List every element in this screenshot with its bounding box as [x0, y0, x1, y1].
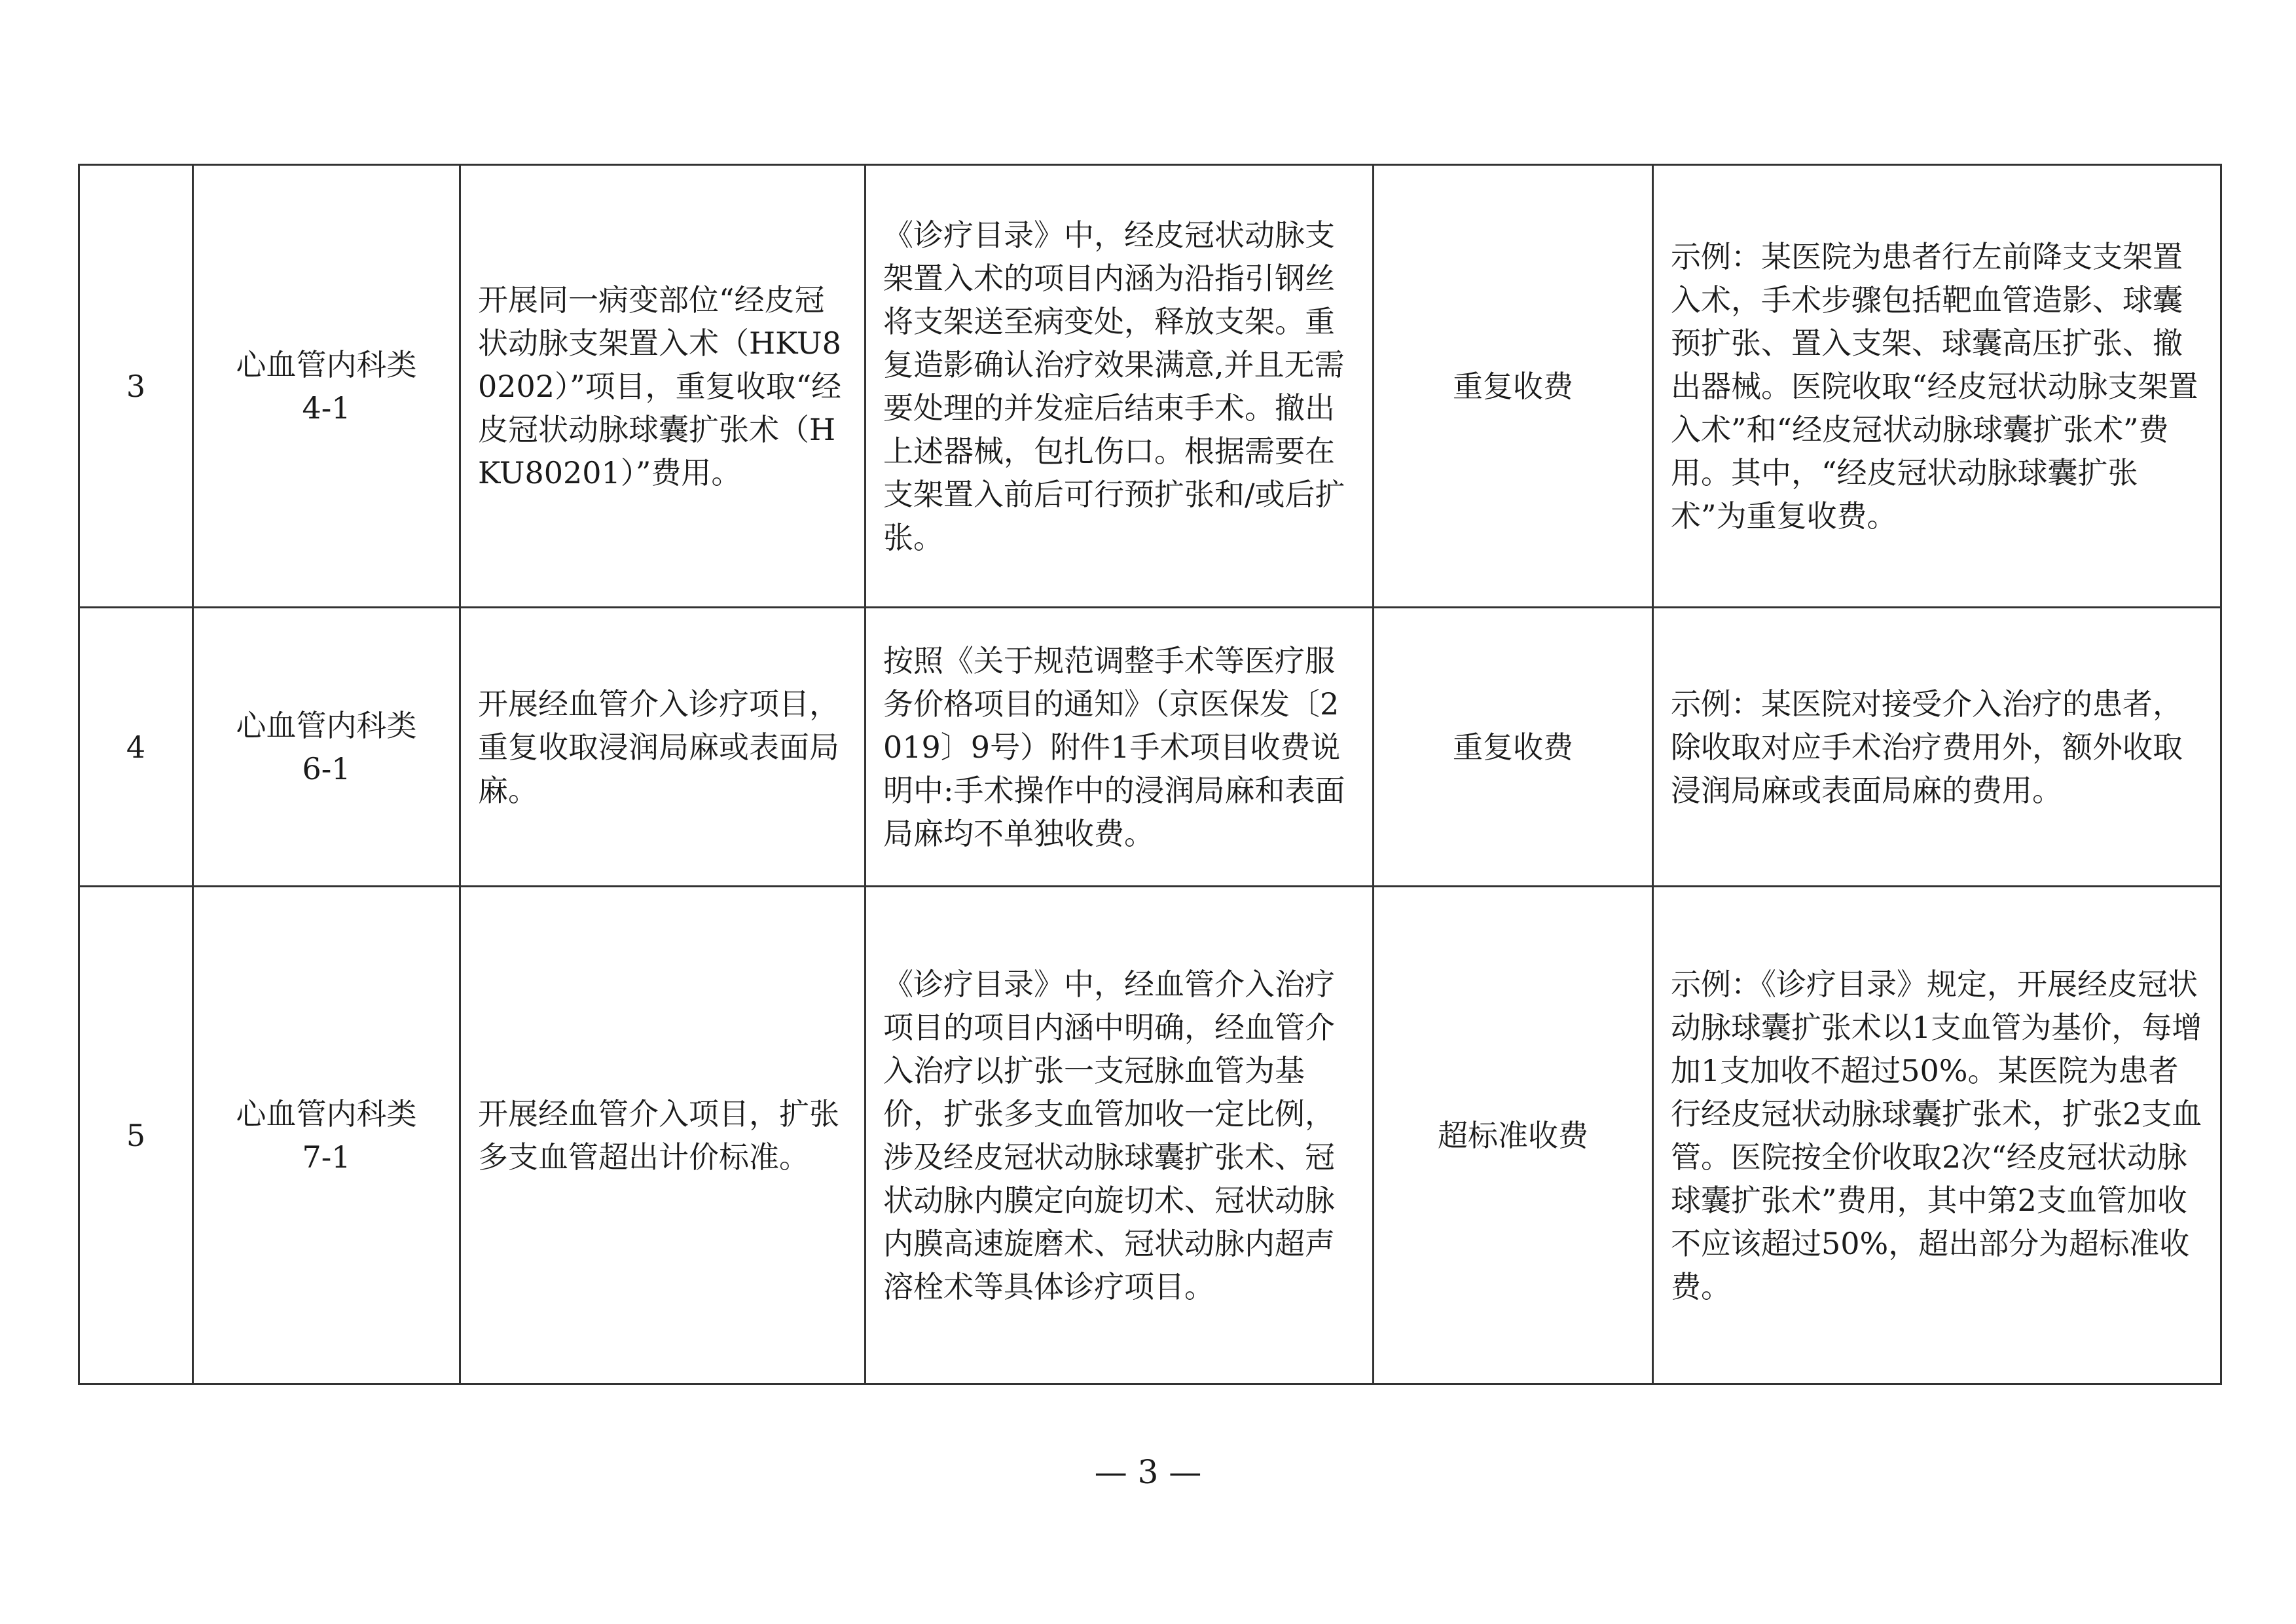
table-row	[79, 165, 2221, 608]
example-text: 示例：《诊疗目录》规定，开展经皮冠状动脉球囊扩张术以1支血管为基价，每增加1支加收不超过50%。某医院为患者行经皮冠状动脉球囊扩张术，扩张2支血管。医院按全价收取2次“经皮冠状动脉球囊扩张术”费用，其中第2支血管加收不应该超过50%，超出部分为超标准收费。	[1653, 887, 2221, 1384]
issue-description: 开展经血管介入项目，扩张多支血管超出计价标准。	[460, 887, 866, 1384]
category-code: 6-1	[302, 750, 351, 786]
issue-type: 超标准收费	[1374, 887, 1653, 1384]
table-row	[79, 887, 2221, 1384]
issue-type: 重复收费	[1374, 608, 1653, 887]
row-number: 3	[79, 165, 193, 608]
policy-basis: 《诊疗目录》中，经皮冠状动脉支架置入术的项目内涵为沿指引钢丝将支架送至病变处，释放支架。重复造影确认治疗效果满意,并且无需要处理的并发症后结束手术。撤出上述器械，包扎伤口。根据需要在支架置入前后可行预扩张和/或后扩张。	[866, 165, 1374, 608]
policy-basis: 按照《关于规范调整手术等医疗服务价格项目的通知》（京医保发〔2019〕9号）附件1手术项目收费说明中:手术操作中的浸润局麻和表面局麻均不单独收费。	[866, 608, 1374, 887]
category-cell	[193, 608, 460, 887]
issue-description: 开展同一病变部位“经皮冠状动脉支架置入术（HKU80202）”项目，重复收取“经皮冠状动脉球囊扩张术（HKU80201）”费用。	[460, 165, 866, 608]
category-name: 心血管内科类	[236, 346, 417, 382]
page-number: — 3 —	[1094, 1453, 1202, 1491]
issue-type: 重复收费	[1374, 165, 1653, 608]
category-name: 心血管内科类	[236, 1096, 417, 1132]
policy-basis: 《诊疗目录》中，经血管介入治疗项目的项目内涵中明确，经血管介入治疗以扩张一支冠脉血管为基价，扩张多支血管加收一定比例，涉及经皮冠状动脉球囊扩张术、冠状动脉内膜定向旋切术、冠状动脉内膜高速旋磨术、冠状动脉内超声溶栓术等具体诊疗项目。	[866, 887, 1374, 1384]
category-cell	[193, 887, 460, 1384]
row-number: 4	[79, 608, 193, 887]
charge-issues-table	[78, 164, 2222, 1385]
category-code: 7-1	[302, 1139, 351, 1175]
table-row	[79, 608, 2221, 887]
issue-description: 开展经血管介入诊疗项目，重复收取浸润局麻或表面局麻。	[460, 608, 866, 887]
example-text: 示例：某医院对接受介入治疗的患者，除收取对应手术治疗费用外，额外收取浸润局麻或表面局麻的费用。	[1653, 608, 2221, 887]
example-text: 示例：某医院为患者行左前降支支架置入术，手术步骤包括靶血管造影、球囊预扩张、置入支架、球囊高压扩张、撤出器械。医院收取“经皮冠状动脉支架置入术”和“经皮冠状动脉球囊扩张术”费用。其中，“经皮冠状动脉球囊扩张术”为重复收费。	[1653, 165, 2221, 608]
category-code: 4-1	[302, 390, 351, 426]
category-name: 心血管内科类	[236, 707, 417, 743]
category-cell	[193, 165, 460, 608]
row-number: 5	[79, 887, 193, 1384]
